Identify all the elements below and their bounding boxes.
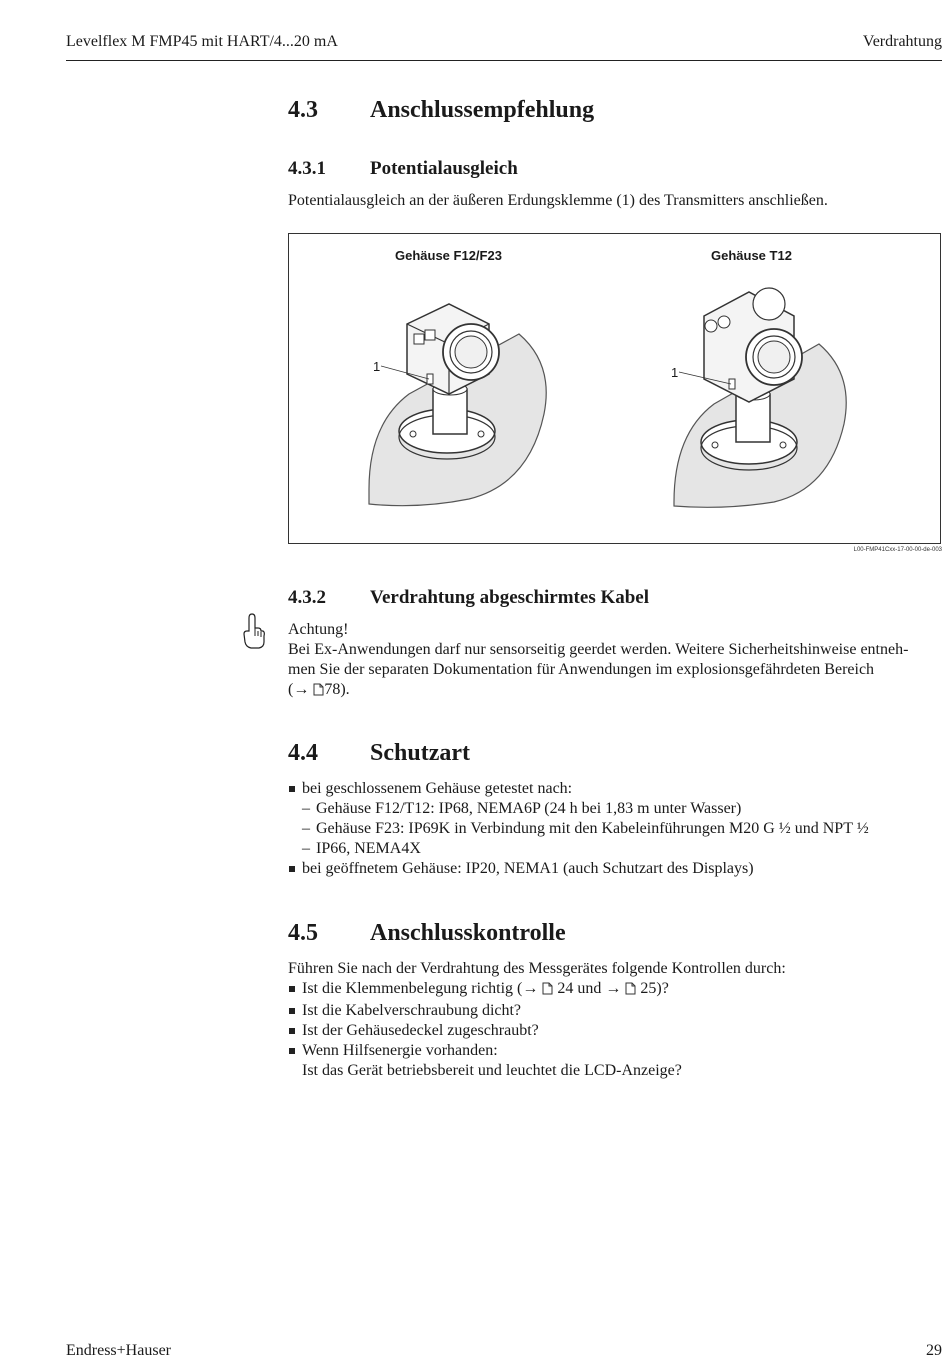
section-4-4-number: 4.4 xyxy=(288,740,318,766)
item-text: und → xyxy=(573,980,626,997)
housing-t12-drawing xyxy=(674,288,846,507)
figure-label-housing-t12: Gehäuse T12 xyxy=(711,248,792,263)
caution-block xyxy=(288,620,938,702)
housing-f12-f23-drawing xyxy=(369,304,546,506)
running-header-section: Verdrahtung xyxy=(862,33,942,50)
housing-illustration xyxy=(289,234,940,543)
caution-hand-icon xyxy=(242,612,266,655)
section-4-5-title: Anschlusskontrolle xyxy=(370,920,566,946)
section-4-4-title: Schutzart xyxy=(370,740,470,766)
list-item: Ist der Gehäusedeckel zugeschraubt? xyxy=(288,1021,938,1041)
ref-page-78[interactable]: 78 xyxy=(324,681,341,698)
callout-grounding-terminal-left: 1 xyxy=(373,359,381,374)
section-4-3-2-number: 4.3.2 xyxy=(288,587,326,608)
section-4-3-1-title: Potentialausgleich xyxy=(370,158,518,179)
list-item: bei geöffnetem Gehäuse: IP20, NEMA1 (auch Schutzart des Displays) xyxy=(288,859,938,879)
caution-reference xyxy=(288,680,938,702)
list-sub-item: – IP66, NEMA4X xyxy=(288,839,938,859)
page-icon xyxy=(542,981,553,1001)
list-item: Wenn Hilfsenergie vorhanden: xyxy=(288,1041,938,1061)
item-text: )? xyxy=(656,980,669,997)
callout-grounding-terminal-right: 1 xyxy=(671,365,679,380)
list-item: bei geschlossenem Gehäuse getestet nach: xyxy=(288,779,938,799)
header-rule xyxy=(66,60,942,61)
section-4-3-number: 4.3 xyxy=(288,97,318,123)
list-item-continuation: Ist das Gerät betriebsbereit und leuchtet die LCD-Anzeige? xyxy=(302,1062,682,1079)
list-sub-item: – Gehäuse F12/T12: IP68, NEMA6P (24 h bei 1,83 m unter Wasser) xyxy=(288,799,938,819)
page-icon xyxy=(625,981,636,1001)
page-number: 29 xyxy=(926,1342,942,1359)
list-sub-item: – Gehäuse F23: IP69K in Verbindung mit den Kabeleinführungen M20 G ½ und NPT ½ xyxy=(288,819,938,839)
footer-brand: Endress+Hauser xyxy=(66,1342,171,1359)
ref-open: (→ xyxy=(288,681,314,698)
section-4-3-1-number: 4.3.1 xyxy=(288,158,326,179)
list-item xyxy=(288,979,938,1001)
caution-line-2: men Sie der separaten Dokumentation für Anwendungen im explosionsgefährdeten Bereich xyxy=(288,661,875,678)
ref-close: ). xyxy=(340,681,350,698)
section-4-3-2-title: Verdrahtung abgeschirmtes Kabel xyxy=(370,587,650,608)
caution-heading: Achtung! xyxy=(288,621,349,638)
running-header-title: Levelflex M FMP45 mit HART/4...20 mA xyxy=(66,33,338,50)
connection-check-intro: Führen Sie nach der Verdrahtung des Messgerätes folgende Kontrollen durch: xyxy=(288,960,786,977)
connection-check-block xyxy=(288,959,938,1081)
page-icon xyxy=(313,682,324,702)
potential-equalization-text: Potentialausgleich an der äußeren Erdungsklemme (1) des Transmitters anschließen. xyxy=(288,192,828,209)
protection-class-list xyxy=(288,779,938,879)
section-4-3-title: Anschlussempfehlung xyxy=(370,97,595,123)
item-text: Ist die Klemmenbelegung richtig (→ xyxy=(302,980,543,997)
ref-page-24[interactable]: 24 xyxy=(557,980,574,997)
list-item: Ist die Kabelverschraubung dicht? xyxy=(288,1001,938,1021)
figure-code: L00-FMP41Cxx-17-00-00-de-003 xyxy=(853,547,942,553)
section-4-5-number: 4.5 xyxy=(288,920,318,946)
housing-figure xyxy=(288,233,941,544)
caution-line-1: Bei Ex-Anwendungen darf nur sensorseitig geerdet werden. Weitere Sicherheitshinweise entneh- xyxy=(288,641,909,658)
ref-page-25[interactable]: 25 xyxy=(640,980,657,997)
figure-label-housing-f12-f23: Gehäuse F12/F23 xyxy=(395,248,502,263)
